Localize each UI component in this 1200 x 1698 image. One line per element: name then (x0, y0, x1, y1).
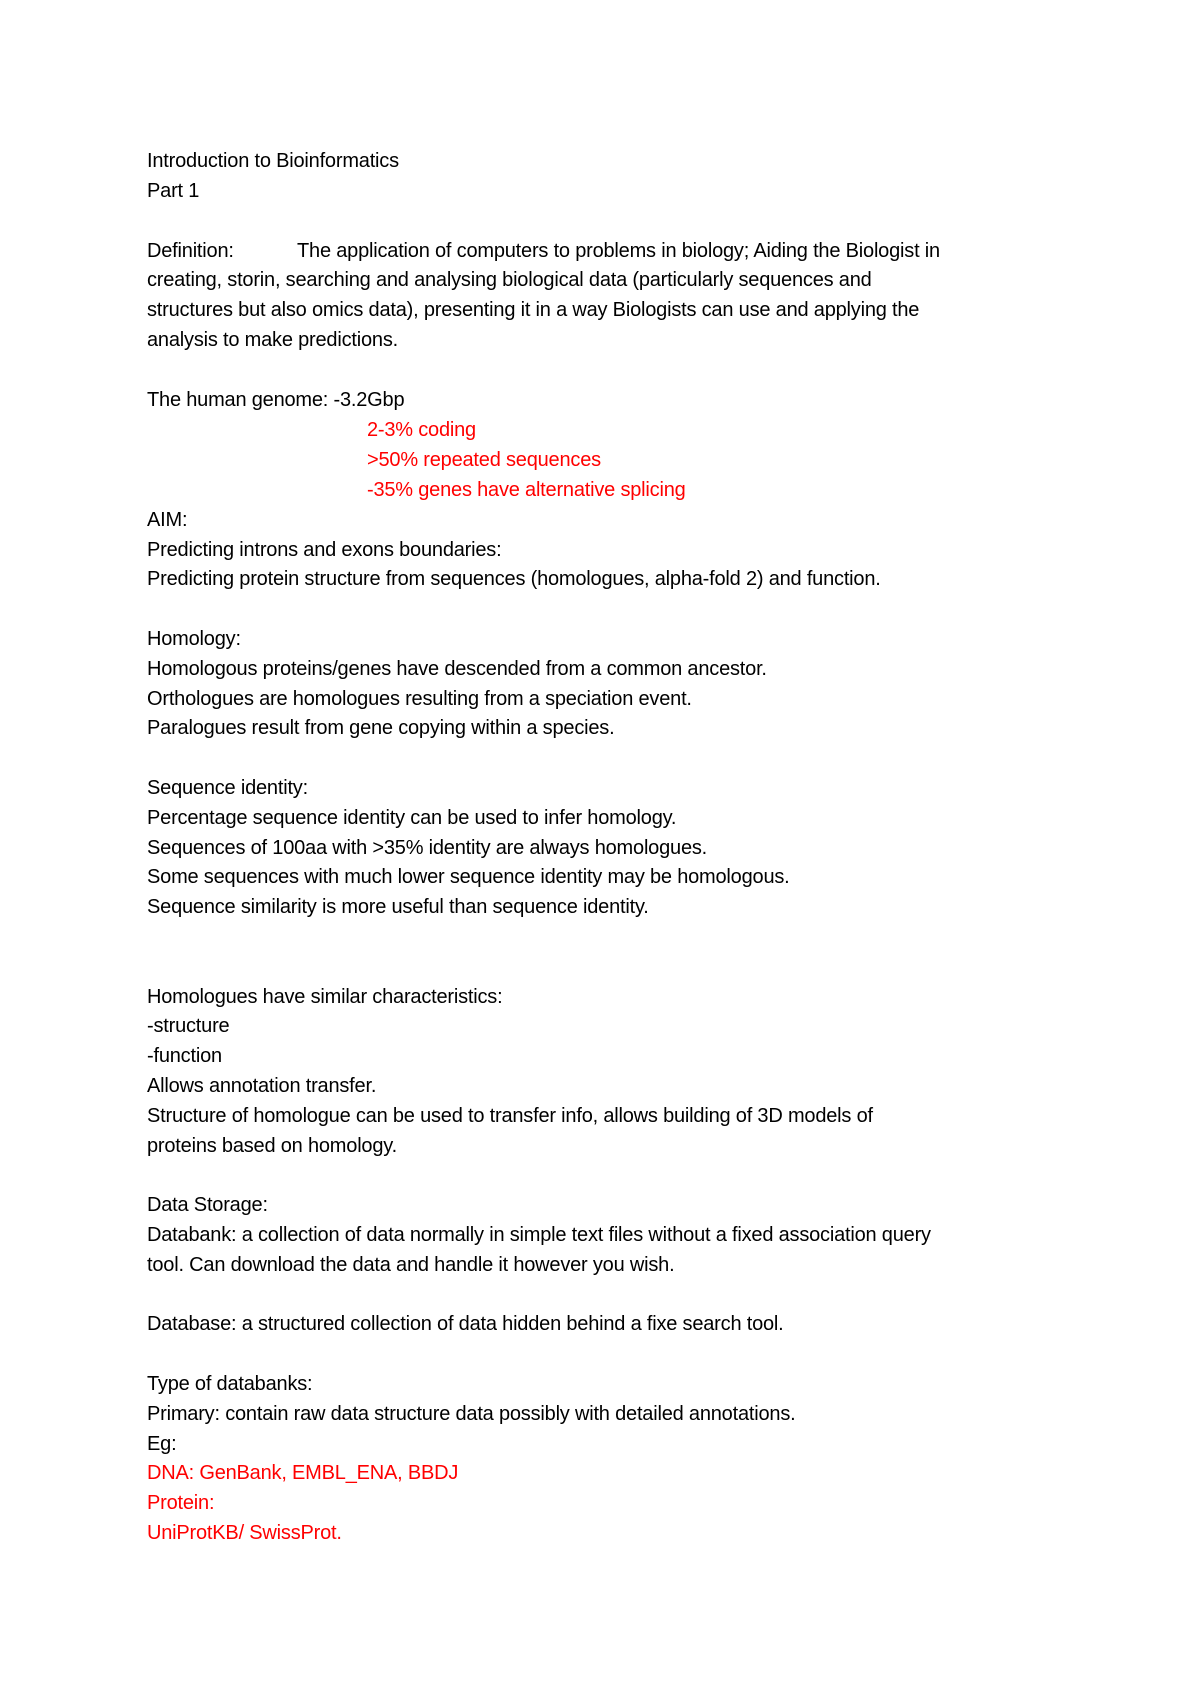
identity-line: Sequence similarity is more useful than sequence identity. (147, 896, 649, 918)
genome-item: -35% genes have alternative splicing (367, 479, 686, 501)
characteristics-line: -function (147, 1045, 222, 1067)
homology-line: Paralogues result from gene copying within a species. (147, 717, 615, 739)
identity-heading: Sequence identity: (147, 777, 308, 799)
example-line: UniProtKB/ SwissProt. (147, 1522, 342, 1544)
databank-line-1: Databank: a collection of data normally in simple text files without a fixed association query (147, 1224, 931, 1246)
document-title: Introduction to Bioinformatics (147, 150, 399, 172)
characteristics-line: Allows annotation transfer. (147, 1075, 377, 1097)
genome-item: 2-3% coding (367, 419, 476, 441)
characteristics-heading: Homologues have similar characteristics: (147, 986, 503, 1008)
example-line: DNA: GenBank, EMBL_ENA, BBDJ (147, 1462, 459, 1484)
definition-line-4: analysis to make predictions. (147, 329, 398, 351)
databanks-heading: Type of databanks: (147, 1373, 313, 1395)
characteristics-line: Structure of homologue can be used to transfer info, allows building of 3D models of (147, 1105, 873, 1127)
aim-line: Predicting introns and exons boundaries: (147, 539, 502, 561)
definition-line-1 (147, 238, 940, 264)
identity-line: Sequences of 100aa with >35% identity are always homologues. (147, 837, 708, 859)
storage-heading: Data Storage: (147, 1194, 268, 1216)
genome-item: >50% repeated sequences (367, 449, 601, 471)
aim-heading: AIM: (147, 509, 188, 531)
definition-text-1: The application of computers to problems in biology; Aiding the Biologist in (297, 240, 940, 262)
homology-line: Homologous proteins/genes have descended from a common ancestor. (147, 658, 767, 680)
identity-line: Percentage sequence identity can be used to infer homology. (147, 807, 677, 829)
part-label: Part 1 (147, 180, 200, 202)
definition-line-3: structures but also omics data), presenting it in a way Biologists can use and applying the (147, 299, 920, 321)
genome-heading: The human genome: -3.2Gbp (147, 389, 405, 411)
aim-line: Predicting protein structure from sequences (homologues, alpha-fold 2) and function. (147, 568, 881, 590)
primary-line: Primary: contain raw data structure data possibly with detailed annotations. (147, 1403, 796, 1425)
database-line: Database: a structured collection of data hidden behind a fixe search tool. (147, 1313, 784, 1335)
example-line: Protein: (147, 1492, 215, 1514)
characteristics-line: -structure (147, 1015, 230, 1037)
definition-term: Definition: (147, 240, 234, 262)
homology-heading: Homology: (147, 628, 241, 650)
eg-label: Eg: (147, 1433, 177, 1455)
definition-line-2: creating, storin, searching and analysing biological data (particularly sequences and (147, 269, 872, 291)
characteristics-line: proteins based on homology. (147, 1135, 397, 1157)
identity-line: Some sequences with much lower sequence identity may be homologous. (147, 866, 790, 888)
databank-line-2: tool. Can download the data and handle it however you wish. (147, 1254, 675, 1276)
homology-line: Orthologues are homologues resulting from a speciation event. (147, 688, 692, 710)
